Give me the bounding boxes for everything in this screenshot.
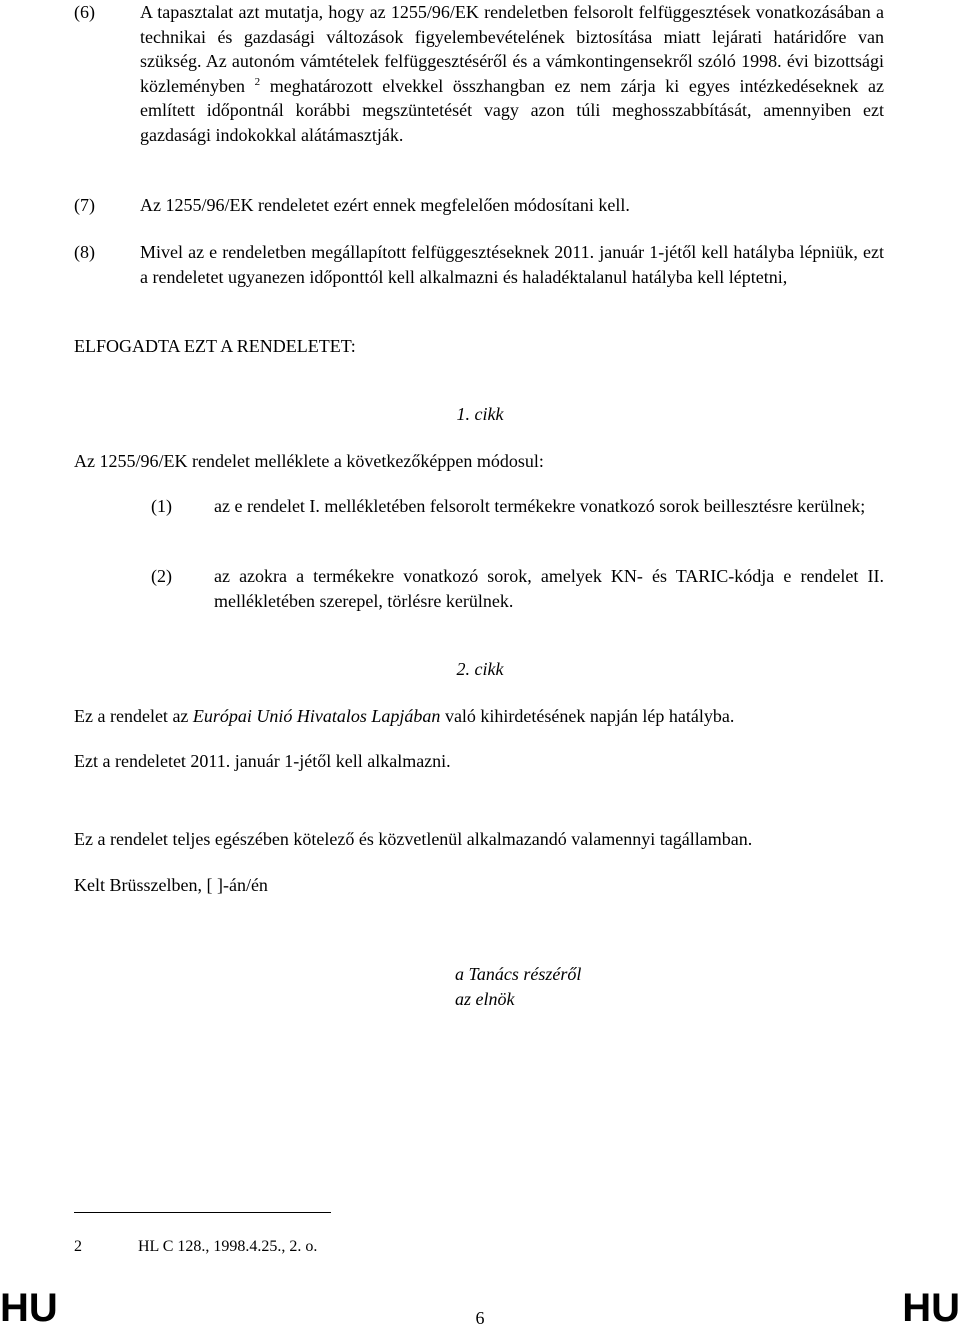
- signature-line-1: a Tanács részéről: [455, 964, 582, 984]
- page-number: 6: [475, 1308, 485, 1328]
- footnote-number: 2: [74, 1238, 82, 1255]
- recital-number: (6): [74, 2, 95, 22]
- footnote-separator: [74, 1212, 331, 1213]
- item-number: (2): [151, 566, 172, 586]
- recital-text: Az 1255/96/EK rendeletet ezért ennek megfelelően módosítani kell.: [140, 195, 630, 215]
- recital-8: [74, 240, 884, 289]
- binding-clause: Ez a rendelet teljes egészében kötelező és közvetlenül alkalmazandó valamennyi tagállamban.: [74, 829, 753, 849]
- article-1-item-1: [151, 494, 884, 519]
- item-text: az azokra a termékekre vonatkozó sorok, amelyek KN- és TARIC-kódja e rendelet II. mellékletében szerepel, törlésre kerülnek.: [214, 566, 884, 611]
- article-2-entry-into-force: Ez a rendelet az Európai Unió Hivatalos Lapjában való kihirdetésének napján lép hatályba.: [74, 706, 735, 726]
- recital-number: (8): [74, 242, 95, 262]
- item-text: az e rendelet I. mellékletében felsorolt termékekre vonatkozó sorok beillesztésre kerülnek;: [214, 496, 866, 516]
- article-2-heading: 2. cikk: [456, 659, 504, 679]
- recital-number: (7): [74, 195, 95, 215]
- place-and-date: Kelt Brüsszelben, [ ]-án/én: [74, 875, 268, 895]
- recital-text: Mivel az e rendeletben megállapított felfüggesztéseknek 2011. január 1-jétől kell hatályba lépniük, ezt a rendeletet ugyanezen időponttól kell alkalmazni és haladéktalanul hatályba kell léptetni,: [140, 242, 884, 287]
- footer-language-right: HU: [902, 1286, 960, 1330]
- recital-text: A tapasztalat azt mutatja, hogy az 1255/96/EK rendeletben felsorolt felfüggesztések vonatkozásában a technikai és gazdasági változások figyelembevételének biztosítása miatt lejárati határidőre van szükség. Az autonóm vámtételek felfüggesztéséről és a vámkontingensekről szóló 1998. évi bizottsági közleményben $^2$ meghatározott elvekkel összhangban ez nem zárja ki egyes intézkedéseknek az említett időpontnál korábbi megszüntetését vagy azon túli meghosszabbítását, amennyiben ezt gazdasági indokokkal alátámasztják.: [140, 2, 884, 145]
- official-journal-title: Európai Unió Hivatalos Lapjában: [192, 706, 441, 726]
- adoption-formula: ELFOGADTA EZT A RENDELETET:: [74, 336, 356, 356]
- article-1-heading: 1. cikk: [456, 404, 504, 424]
- recital-7: [74, 193, 884, 218]
- footnote-text: HL C 128., 1998.4.25., 2. o.: [138, 1238, 318, 1255]
- article-1-intro: Az 1255/96/EK rendelet melléklete a következőképpen módosul:: [74, 451, 544, 471]
- footnote-reference: 2: [254, 75, 261, 88]
- article-1-item-2: [151, 564, 884, 613]
- signature-line-2: az elnök: [455, 989, 515, 1009]
- item-number: (1): [151, 496, 172, 516]
- article-2-application: Ezt a rendeletet 2011. január 1-jétől kell alkalmazni.: [74, 751, 451, 771]
- footer-language-left: HU: [0, 1286, 58, 1330]
- recital-6: [74, 0, 884, 147]
